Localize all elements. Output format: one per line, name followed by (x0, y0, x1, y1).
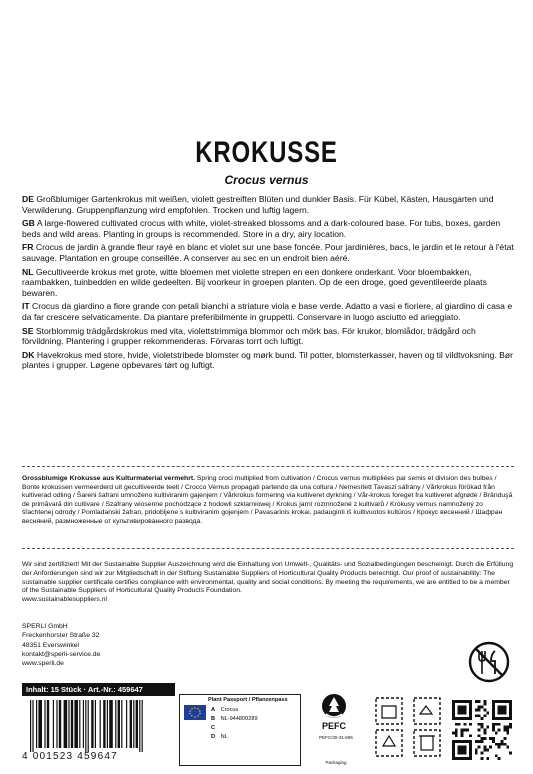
passport-row-a: A Crocus (211, 707, 239, 713)
pefc-logo-icon (314, 692, 354, 754)
company-address: SPERLI GmbH Freckenhorster Straße 32 48351 Everswinkel kontakt@sperli-service.de www.sperli.de (22, 623, 101, 668)
description-se: SE Storblommig trädgårdskrokus med vita, violettstrimmiga blommor och mörk bas. För krukor, blomlådor, trädgård och förvildning. Plantering i grupper rekommenderas. Förvaras torrt och luftigt. (22, 325, 476, 347)
recycling-icon (370, 694, 449, 762)
content-article-bar: Inhalt: 15 Stück · Art.-Nr.: 459647 (22, 683, 175, 696)
eu-flag-icon (184, 705, 206, 720)
not-for-consumption-icon (467, 640, 511, 684)
pefc-label: PEFC (321, 721, 347, 731)
company-email[interactable]: kontakt@sperli-service.de (22, 650, 101, 658)
description-fr: FR Crocus de jardin à grande fleur rayé en blanc et violet sur une base foncée. Pour jardinières, bacs, le jardin et le retour à l'état sauvage. Plantation en groupe conseillée. A conserver au sec en un endroit bien aéré. (22, 242, 514, 263)
botanical-name: Crocus vernus (224, 173, 309, 187)
packaging-label: Packaging (325, 760, 347, 765)
plant-passport (179, 694, 301, 766)
description-it: IT Crocus da giardino a fiore grande con petali bianchi a striature viola e base verde. Adatto a vasi e fioriere, al giardino di casa e da far crescere selvaticamente. Da piantare preferibilmente in gruppetti. Conservare in luogo asciutto ed arieggiato. (22, 301, 513, 322)
passport-row-c: C (211, 725, 216, 731)
description-dk: DK Havekrokus med store, hvide, violetstribede blomster og mørk bund. Til potter, blomsterkasser, haven og til vildtvoksning. Bør plantes i grupper. Løgene opbevares tørt og luftigt. (22, 349, 514, 371)
passport-row-b: B NL-944800289 (211, 716, 258, 722)
barcode-icon (22, 698, 175, 752)
passport-row-d: D NL (211, 734, 228, 740)
descriptions-block (22, 194, 514, 374)
legal-notice: Grossblumige Krokusse aus Kulturmaterial vermehrt. Spring croci multiplied from cultivation / Crocus vernus multipliées par semis et division des bulbes / Bonte krokussen vermeerderd uit gecultiveerde teelt / Crocco Vernus propagati partendo da una coltura / Nemesített Tavaszi sáfrány / Vårkrokus förökad från kultiverad odling / Šareni šafrani umnoženo kultiviranim gajenjem / Vårkrokus formering via kultiveret dyrkning / Vår-krokus foreget fra kultiveret afgrøde / Brânduşă de primăvară din cultivare / Szafrany wiosenne pochodzące z hodowli szklarniowej / Krokus jarní rozmnožené z kultivarů / Krókusy vernus namnožený zo šľachtenej odrody / Pomladanski žafran, pridobljene s kultiviranim gojenjem / Pavasarinis krokai, padauginti iš kultivuotos kultūros / Крокус весенний / Шафран весняний, размноженные от культивированного развода. (22, 475, 513, 525)
plant-passport-header: Plant Passport / Pflanzenpass (208, 697, 288, 703)
qr-code-icon[interactable] (452, 700, 512, 760)
description-nl: NL Gecultiveerde krokus met grote, witte bloemen met violette strepen en een donkere onderkant. Voor bloembakken, raambakken, tuinbedden en wilde gedeelten. Bij voorkeur in groepen planten. Op de een droge, goed geventileerde plaats bewaren. (22, 266, 487, 298)
barcode-number: 4 001523 459647 (22, 751, 118, 762)
divider-top (22, 466, 514, 467)
certification-url[interactable]: www.sustainablesuppliers.nl (22, 596, 108, 604)
pefc-number: PEFC/30-31-596 (319, 735, 353, 740)
description-de: DE Großblumiger Gartenkrokus mit weißen, violett gestreiften Blüten und dunkler Basis. Für Kübel, Kästen, Hausgarten und Verwilderung. Gruppenpflanzung wird empfohlen. Trocken und luftig lagern. (22, 194, 494, 215)
divider-bottom (22, 548, 514, 549)
product-title: KROKUSSE (195, 136, 338, 169)
description-gb: GB A large-flowered cultivated crocus with white, violet-streaked blossoms and a dark-coloured base. For tubs, boxes, garden beds and wild areas. Planting in groups is recommended. Store in a dry, airy location. (22, 218, 501, 239)
company-website[interactable]: www.sperli.de (22, 660, 64, 668)
certification-text: Wir sind zertifiziert! Mit der Sustainable Supplier Auszeichnung wird die Einhaltung von Umwelt-, Qualitäts- und Sozialbedingungen bescheinigt. Durch die Erfüllung der Anforderungen sind wir zur Mitgliedschaft in der Stiftung Sustainable Suppliers of Horticultural Quality Products berechtigt. Our proof of sustainability: The sustainable supplier certificate certifies compliance with environmental, quality and social conditions. By meeting the requirements, we are entitled to be a member of the Sustainable Suppliers of Horticultural Quality Products Foundation. www.sustainablesuppliers.nl (22, 561, 514, 604)
